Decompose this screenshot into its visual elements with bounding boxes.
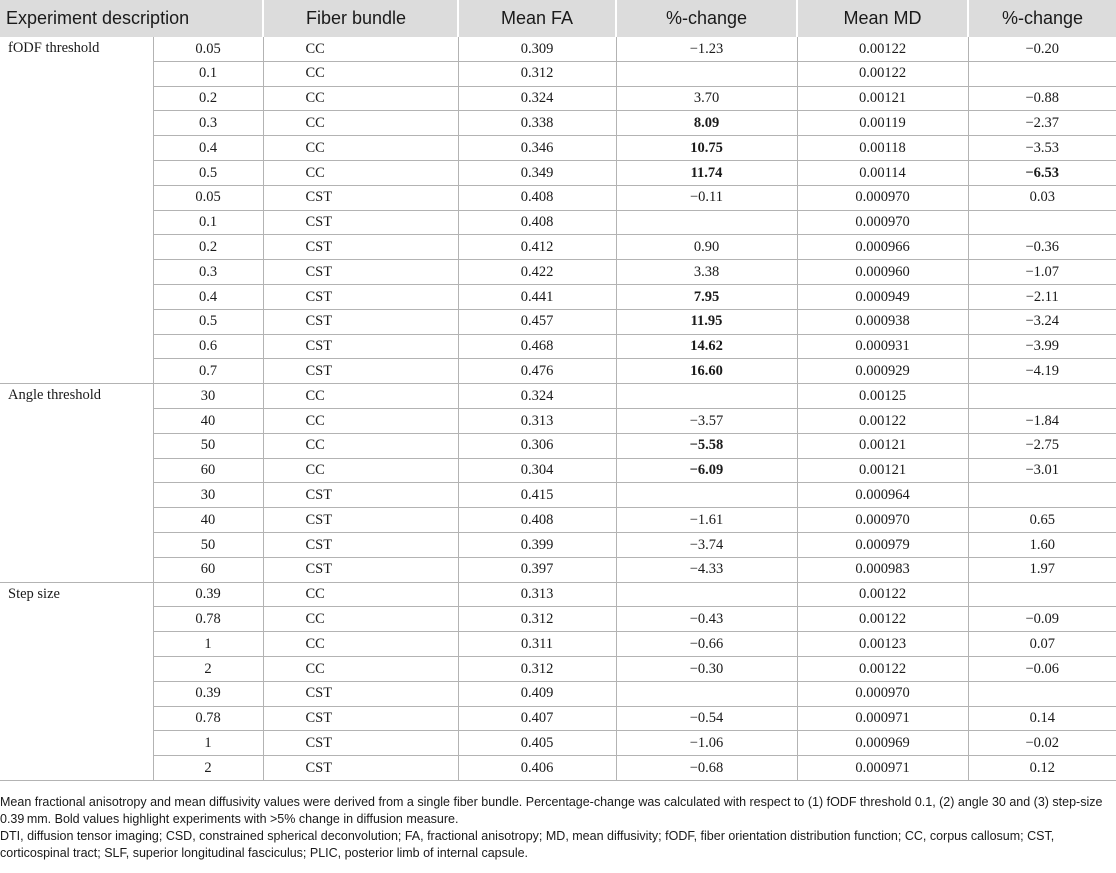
md-change-cell: 1.97 <box>968 557 1116 582</box>
md-change-cell: −0.06 <box>968 656 1116 681</box>
mean-fa-cell: 0.422 <box>458 260 616 285</box>
param-cell: 0.78 <box>153 706 263 731</box>
group-label: fODF threshold <box>0 37 153 384</box>
mean-md-cell: 0.00122 <box>797 61 968 86</box>
mean-md-cell: 0.000971 <box>797 706 968 731</box>
mean-md-cell: 0.000966 <box>797 235 968 260</box>
fa-change-cell: −1.23 <box>616 37 797 61</box>
header-mean-fa: Mean FA <box>458 0 616 37</box>
md-change-cell <box>968 210 1116 235</box>
fiber-cell: CST <box>263 483 458 508</box>
table-row <box>0 61 1116 86</box>
table-row <box>0 210 1116 235</box>
mean-fa-cell: 0.405 <box>458 731 616 756</box>
md-change-cell: −0.09 <box>968 607 1116 632</box>
fa-change-cell: −0.43 <box>616 607 797 632</box>
param-cell: 0.2 <box>153 86 263 111</box>
fiber-cell: CST <box>263 334 458 359</box>
md-change-cell: −0.88 <box>968 86 1116 111</box>
table-row <box>0 508 1116 533</box>
table-row <box>0 86 1116 111</box>
mean-md-cell: 0.000964 <box>797 483 968 508</box>
fiber-cell: CC <box>263 433 458 458</box>
fa-change-cell <box>616 384 797 409</box>
fiber-cell: CST <box>263 756 458 781</box>
fa-change-cell: 16.60 <box>616 359 797 384</box>
param-cell: 0.4 <box>153 136 263 161</box>
table-row <box>0 731 1116 756</box>
param-cell: 0.39 <box>153 582 263 607</box>
mean-md-cell: 0.00122 <box>797 408 968 433</box>
fa-change-cell: 8.09 <box>616 111 797 136</box>
mean-fa-cell: 0.468 <box>458 334 616 359</box>
fiber-cell: CST <box>263 284 458 309</box>
param-cell: 1 <box>153 632 263 657</box>
mean-fa-cell: 0.312 <box>458 656 616 681</box>
mean-md-cell: 0.000971 <box>797 756 968 781</box>
table-footnotes <box>0 794 1110 862</box>
table-row <box>0 433 1116 458</box>
header-row <box>0 0 1116 37</box>
mean-fa-cell: 0.412 <box>458 235 616 260</box>
table-row <box>0 359 1116 384</box>
fa-change-cell <box>616 210 797 235</box>
table-row <box>0 557 1116 582</box>
table-row <box>0 483 1116 508</box>
mean-fa-cell: 0.441 <box>458 284 616 309</box>
footnote-abbreviations: DTI, diffusion tensor imaging; CSD, constrained spherical deconvolution; FA, fractional anisotropy; MD, mean diffusivity; fODF, fiber orientation distribution function; CC, corpus callosum; CST, corticospinal tract; SLF, superior longitudinal fasciculus; PLIC, posterior limb of internal capsule. <box>0 829 1055 860</box>
fiber-cell: CST <box>263 557 458 582</box>
fiber-cell: CC <box>263 632 458 657</box>
fa-change-cell: −0.68 <box>616 756 797 781</box>
fiber-cell: CC <box>263 458 458 483</box>
fiber-cell: CC <box>263 607 458 632</box>
table-row <box>0 607 1116 632</box>
md-change-cell: −2.75 <box>968 433 1116 458</box>
fiber-cell: CST <box>263 210 458 235</box>
header-md-change: %-change <box>968 0 1116 37</box>
mean-md-cell: 0.00118 <box>797 136 968 161</box>
fiber-cell: CC <box>263 384 458 409</box>
fa-change-cell: −1.06 <box>616 731 797 756</box>
fa-change-cell: −0.30 <box>616 656 797 681</box>
fiber-cell: CST <box>263 185 458 210</box>
table-row <box>0 458 1116 483</box>
fiber-cell: CC <box>263 582 458 607</box>
md-change-cell: −1.07 <box>968 260 1116 285</box>
table-row <box>0 160 1116 185</box>
fiber-cell: CC <box>263 136 458 161</box>
table-row <box>0 284 1116 309</box>
md-change-cell: 1.60 <box>968 532 1116 557</box>
mean-fa-cell: 0.349 <box>458 160 616 185</box>
param-cell: 0.2 <box>153 235 263 260</box>
table-row <box>0 582 1116 607</box>
fa-change-cell: 3.70 <box>616 86 797 111</box>
fiber-cell: CST <box>263 532 458 557</box>
fiber-cell: CC <box>263 86 458 111</box>
param-cell: 0.1 <box>153 61 263 86</box>
fa-change-cell: 14.62 <box>616 334 797 359</box>
md-change-cell: −3.99 <box>968 334 1116 359</box>
mean-md-cell: 0.00123 <box>797 632 968 657</box>
fa-change-cell <box>616 582 797 607</box>
table-row <box>0 309 1116 334</box>
mean-md-cell: 0.000929 <box>797 359 968 384</box>
md-change-cell <box>968 483 1116 508</box>
param-cell: 50 <box>153 433 263 458</box>
mean-fa-cell: 0.409 <box>458 681 616 706</box>
fa-change-cell: −0.66 <box>616 632 797 657</box>
param-cell: 40 <box>153 508 263 533</box>
table-row <box>0 185 1116 210</box>
param-cell: 60 <box>153 557 263 582</box>
mean-fa-cell: 0.309 <box>458 37 616 61</box>
param-cell: 0.3 <box>153 111 263 136</box>
table-row <box>0 632 1116 657</box>
md-change-cell: 0.12 <box>968 756 1116 781</box>
header-fa-change: %-change <box>616 0 797 37</box>
mean-md-cell: 0.000983 <box>797 557 968 582</box>
md-change-cell: −3.53 <box>968 136 1116 161</box>
md-change-cell <box>968 681 1116 706</box>
mean-md-cell: 0.000970 <box>797 508 968 533</box>
fiber-cell: CST <box>263 508 458 533</box>
mean-md-cell: 0.000931 <box>797 334 968 359</box>
fiber-cell: CC <box>263 160 458 185</box>
mean-fa-cell: 0.324 <box>458 384 616 409</box>
md-change-cell: 0.65 <box>968 508 1116 533</box>
fiber-cell: CC <box>263 37 458 61</box>
param-cell: 0.5 <box>153 309 263 334</box>
fa-change-cell: −5.58 <box>616 433 797 458</box>
md-change-cell: −1.84 <box>968 408 1116 433</box>
table-row <box>0 532 1116 557</box>
table-row <box>0 384 1116 409</box>
mean-md-cell: 0.00122 <box>797 582 968 607</box>
md-change-cell: 0.07 <box>968 632 1116 657</box>
group-label: Angle threshold <box>0 384 153 582</box>
param-cell: 1 <box>153 731 263 756</box>
md-change-cell: −3.24 <box>968 309 1116 334</box>
param-cell: 0.5 <box>153 160 263 185</box>
mean-fa-cell: 0.346 <box>458 136 616 161</box>
param-cell: 0.6 <box>153 334 263 359</box>
md-change-cell: −2.37 <box>968 111 1116 136</box>
md-change-cell: 0.14 <box>968 706 1116 731</box>
mean-md-cell: 0.00114 <box>797 160 968 185</box>
mean-fa-cell: 0.397 <box>458 557 616 582</box>
table-body <box>0 37 1116 780</box>
table-row <box>0 260 1116 285</box>
mean-fa-cell: 0.399 <box>458 532 616 557</box>
param-cell: 0.3 <box>153 260 263 285</box>
fa-change-cell: −1.61 <box>616 508 797 533</box>
mean-fa-cell: 0.311 <box>458 632 616 657</box>
mean-md-cell: 0.000970 <box>797 681 968 706</box>
table-row <box>0 37 1116 61</box>
md-change-cell <box>968 582 1116 607</box>
param-cell: 0.1 <box>153 210 263 235</box>
header-mean-md: Mean MD <box>797 0 968 37</box>
fa-change-cell: 7.95 <box>616 284 797 309</box>
fa-change-cell <box>616 61 797 86</box>
mean-fa-cell: 0.415 <box>458 483 616 508</box>
fa-change-cell: −3.74 <box>616 532 797 557</box>
mean-md-cell: 0.00125 <box>797 384 968 409</box>
md-change-cell: −0.02 <box>968 731 1116 756</box>
param-cell: 2 <box>153 756 263 781</box>
mean-md-cell: 0.00122 <box>797 656 968 681</box>
fiber-cell: CC <box>263 656 458 681</box>
param-cell: 0.05 <box>153 185 263 210</box>
mean-fa-cell: 0.312 <box>458 607 616 632</box>
md-change-cell: 0.03 <box>968 185 1116 210</box>
mean-fa-cell: 0.476 <box>458 359 616 384</box>
fa-change-cell: −0.54 <box>616 706 797 731</box>
fa-change-cell: −4.33 <box>616 557 797 582</box>
fiber-cell: CC <box>263 61 458 86</box>
mean-md-cell: 0.000949 <box>797 284 968 309</box>
param-cell: 40 <box>153 408 263 433</box>
fiber-cell: CST <box>263 235 458 260</box>
fiber-cell: CC <box>263 408 458 433</box>
fiber-cell: CST <box>263 260 458 285</box>
mean-fa-cell: 0.338 <box>458 111 616 136</box>
mean-md-cell: 0.000970 <box>797 210 968 235</box>
fa-change-cell: −0.11 <box>616 185 797 210</box>
mean-fa-cell: 0.324 <box>458 86 616 111</box>
mean-fa-cell: 0.408 <box>458 210 616 235</box>
param-cell: 0.39 <box>153 681 263 706</box>
fa-change-cell: 3.38 <box>616 260 797 285</box>
mean-md-cell: 0.00121 <box>797 433 968 458</box>
mean-md-cell: 0.00122 <box>797 607 968 632</box>
param-cell: 50 <box>153 532 263 557</box>
mean-md-cell: 0.00121 <box>797 458 968 483</box>
table-row <box>0 136 1116 161</box>
fa-change-cell: −6.09 <box>616 458 797 483</box>
table-row <box>0 111 1116 136</box>
table-row <box>0 706 1116 731</box>
mean-fa-cell: 0.408 <box>458 185 616 210</box>
fa-change-cell: 11.74 <box>616 160 797 185</box>
mean-md-cell: 0.00122 <box>797 37 968 61</box>
md-change-cell: −6.53 <box>968 160 1116 185</box>
md-change-cell: −4.19 <box>968 359 1116 384</box>
mean-md-cell: 0.000969 <box>797 731 968 756</box>
fiber-cell: CST <box>263 309 458 334</box>
mean-md-cell: 0.000979 <box>797 532 968 557</box>
param-cell: 0.78 <box>153 607 263 632</box>
fa-change-cell: 10.75 <box>616 136 797 161</box>
param-cell: 60 <box>153 458 263 483</box>
fiber-cell: CST <box>263 706 458 731</box>
group-label: Step size <box>0 582 153 780</box>
param-cell: 2 <box>153 656 263 681</box>
mean-fa-cell: 0.306 <box>458 433 616 458</box>
mean-fa-cell: 0.313 <box>458 408 616 433</box>
mean-md-cell: 0.00119 <box>797 111 968 136</box>
mean-md-cell: 0.000970 <box>797 185 968 210</box>
table-row <box>0 235 1116 260</box>
md-change-cell: −2.11 <box>968 284 1116 309</box>
param-cell: 0.05 <box>153 37 263 61</box>
mean-md-cell: 0.000960 <box>797 260 968 285</box>
table-row <box>0 756 1116 781</box>
table-row <box>0 681 1116 706</box>
mean-fa-cell: 0.407 <box>458 706 616 731</box>
param-cell: 30 <box>153 483 263 508</box>
mean-fa-cell: 0.457 <box>458 309 616 334</box>
fiber-cell: CST <box>263 681 458 706</box>
table-row <box>0 408 1116 433</box>
md-change-cell <box>968 61 1116 86</box>
fiber-cell: CC <box>263 111 458 136</box>
md-change-cell <box>968 384 1116 409</box>
fiber-cell: CST <box>263 359 458 384</box>
mean-md-cell: 0.00121 <box>797 86 968 111</box>
fa-change-cell: −3.57 <box>616 408 797 433</box>
md-change-cell: −0.36 <box>968 235 1116 260</box>
mean-fa-cell: 0.313 <box>458 582 616 607</box>
param-cell: 0.4 <box>153 284 263 309</box>
table-row <box>0 334 1116 359</box>
param-cell: 30 <box>153 384 263 409</box>
fa-change-cell <box>616 681 797 706</box>
header-fiber-bundle: Fiber bundle <box>263 0 458 37</box>
mean-fa-cell: 0.408 <box>458 508 616 533</box>
param-cell: 0.7 <box>153 359 263 384</box>
mean-md-cell: 0.000938 <box>797 309 968 334</box>
mean-fa-cell: 0.312 <box>458 61 616 86</box>
table-row <box>0 656 1116 681</box>
fa-change-cell: 11.95 <box>616 309 797 334</box>
header-experiment: Experiment description <box>0 0 263 37</box>
footnote-method: Mean fractional anisotropy and mean diffusivity values were derived from a single fiber bundle. Percentage-change was calculated with respect to (1) fODF threshold 0.1, (2) angle 30 and (3) step-size 0.39 mm. Bold values highlight experiments with >5% change in diffusion measure. <box>0 795 1103 826</box>
md-change-cell: −3.01 <box>968 458 1116 483</box>
mean-fa-cell: 0.304 <box>458 458 616 483</box>
fiber-cell: CST <box>263 731 458 756</box>
md-change-cell: −0.20 <box>968 37 1116 61</box>
fa-change-cell <box>616 483 797 508</box>
fa-change-cell: 0.90 <box>616 235 797 260</box>
mean-fa-cell: 0.406 <box>458 756 616 781</box>
